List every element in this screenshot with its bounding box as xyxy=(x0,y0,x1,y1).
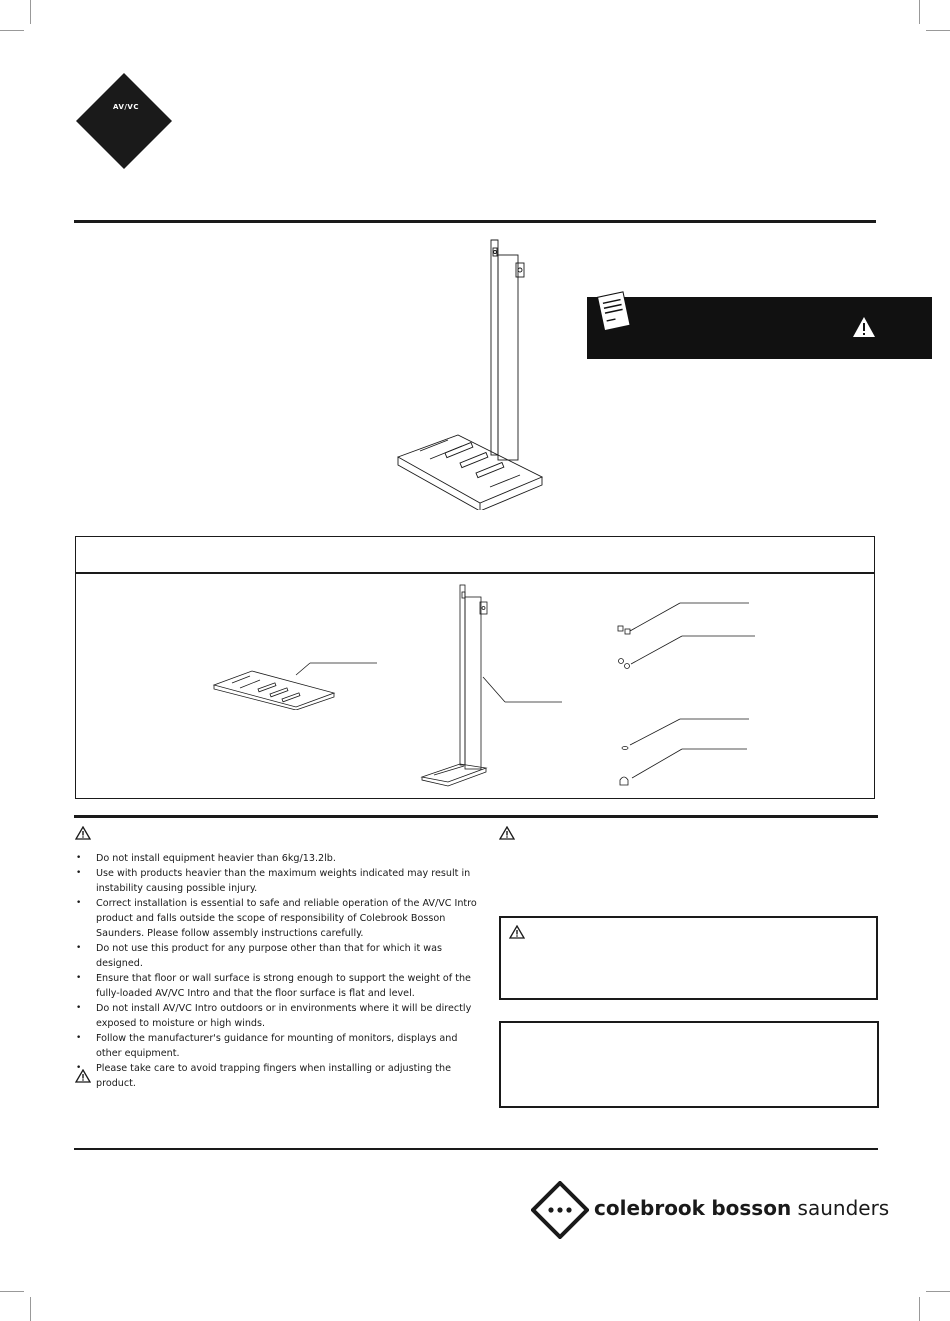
badge-label: AV/VC xyxy=(113,103,139,111)
list-item: • Ensure that floor or wall surface is strong enough to support the weight of the fully-loaded AV/VC Intro and that the floor surface is flat and level. xyxy=(76,971,486,1001)
brand-word-1: colebrook xyxy=(594,1196,705,1220)
safety-section-rule xyxy=(74,815,878,818)
list-item: • Do not use this product for any purpose other than that for which it was designed. xyxy=(76,941,486,971)
warning-triangle-icon xyxy=(499,826,515,840)
parts-box-divider xyxy=(75,572,875,574)
badge-placeholder-box xyxy=(96,116,150,136)
header-rule xyxy=(74,220,876,223)
crop-mark xyxy=(30,1297,31,1321)
safety-bullet-list xyxy=(76,851,486,1091)
brand-wordmark xyxy=(594,1196,889,1220)
list-item: • Do not install equipment heavier than 6kg/13.2lb. xyxy=(76,851,486,866)
part-base-plate xyxy=(212,655,382,710)
brand-word-2: bosson xyxy=(711,1196,792,1220)
list-item: • Correct installation is essential to safe and reliable operation of the AV/VC Intro product and falls outside the scope of responsibility of Colebrook Bosson Saunders. Please follow assembly instructions carefully. xyxy=(76,896,486,941)
list-item: • Please take care to avoid trapping fingers when installing or adjusting the product. xyxy=(76,1061,486,1091)
crop-mark xyxy=(0,1291,24,1292)
crop-mark xyxy=(919,0,920,24)
crop-mark xyxy=(926,30,950,31)
list-item: • Use with products heavier than the maximum weights indicated may result in instability causing possible injury. xyxy=(76,866,486,896)
part-column xyxy=(420,582,565,792)
warning-triangle-icon xyxy=(852,316,876,338)
warning-triangle-icon xyxy=(75,1069,91,1083)
instructions-document-icon xyxy=(594,289,636,335)
instructions-banner xyxy=(587,297,932,359)
crop-mark xyxy=(30,0,31,24)
crop-mark xyxy=(926,1291,950,1292)
cbs-diamond-logo-icon xyxy=(531,1181,589,1239)
notice-box xyxy=(499,1021,879,1108)
part-fixings xyxy=(612,598,762,793)
warning-box xyxy=(499,916,878,1000)
product-illustration xyxy=(390,235,550,510)
crop-mark xyxy=(919,1297,920,1321)
list-item: • Do not install AV/VC Intro outdoors or in environments where it will be directly exposed to moisture or high winds. xyxy=(76,1001,486,1031)
crop-mark xyxy=(0,30,24,31)
list-item: • Follow the manufacturer's guidance for mounting of monitors, displays and other equipment. xyxy=(76,1031,486,1061)
footer-rule xyxy=(74,1148,878,1150)
warning-triangle-icon xyxy=(509,925,525,939)
brand-word-3: saunders xyxy=(797,1196,890,1220)
warning-triangle-icon xyxy=(75,826,91,840)
